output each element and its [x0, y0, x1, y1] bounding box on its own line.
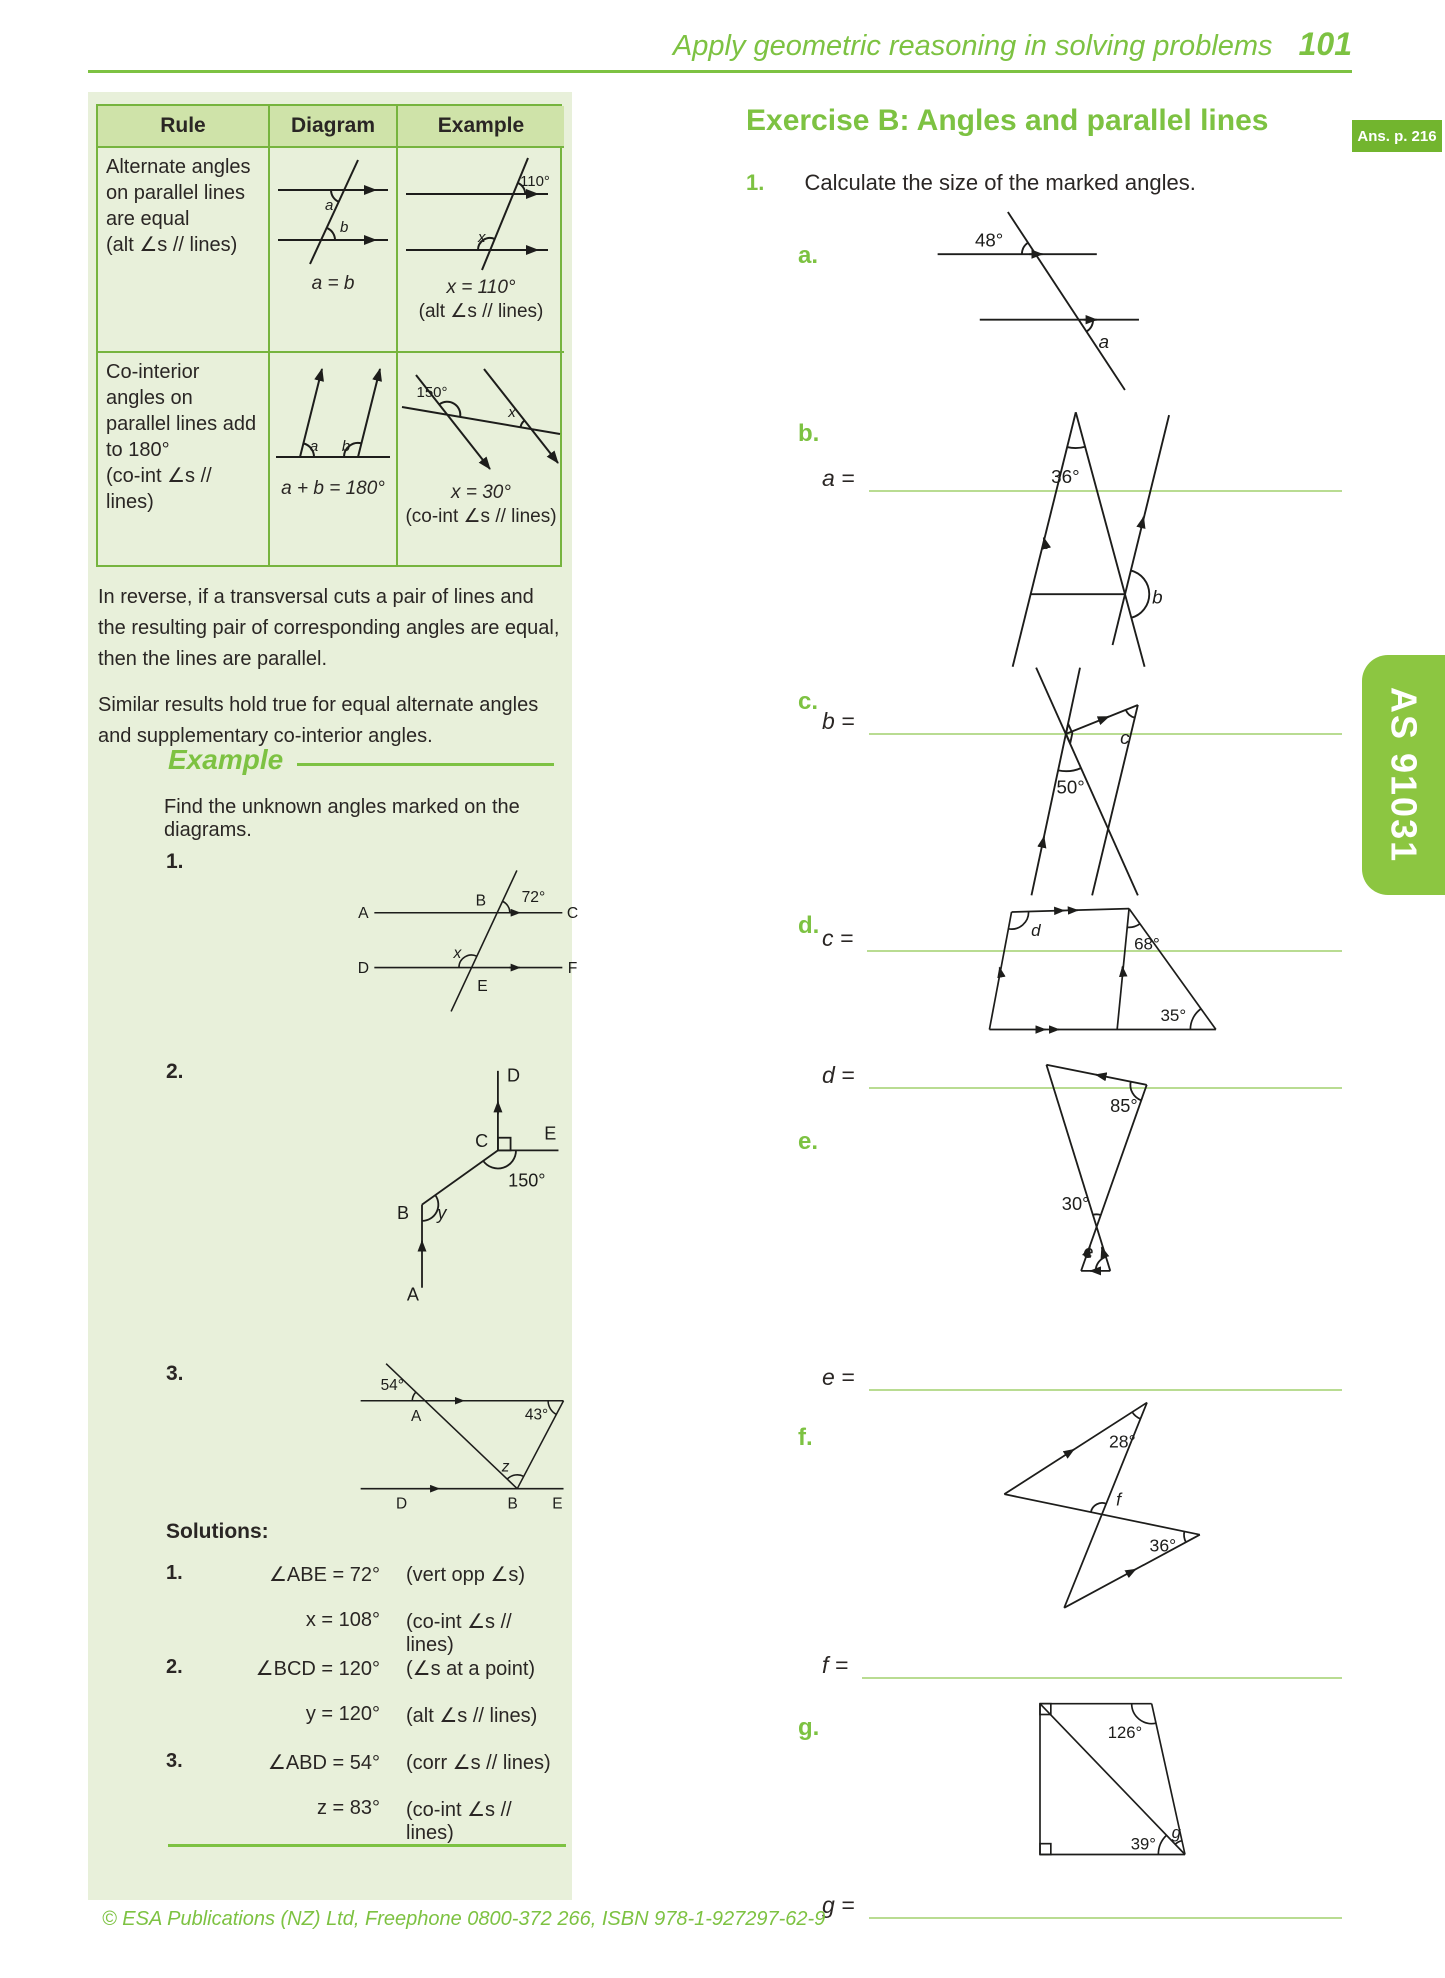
problem-letter-e: e. — [798, 1128, 819, 1155]
var-label: b — [1152, 586, 1163, 608]
fig1-number: 1. — [166, 850, 184, 873]
header-rule — [88, 70, 1352, 73]
answer-blank[interactable] — [869, 1883, 1342, 1919]
diagram-caption: a = b — [311, 273, 355, 294]
solution-equation: ∠BCD = 120° — [255, 1658, 380, 1680]
problem-a-diagram — [900, 198, 1200, 404]
intro-paragraph-2: Similar results hold true for equal alternate angles and supplementary co-interior angles. — [98, 694, 539, 747]
example-heading-rule — [297, 763, 554, 766]
solution-reason: (vert opp ∠s) — [406, 1564, 526, 1586]
solution-number: 3. — [166, 1750, 183, 1772]
answer-row-f — [822, 1645, 1342, 1679]
solution-row — [166, 1656, 562, 1681]
solution-number: 2. — [166, 1656, 183, 1678]
problem-letter-c: c. — [798, 688, 819, 715]
example-fig3-diagram — [318, 1356, 573, 1518]
running-head — [88, 26, 1352, 63]
coint-angles-example-diagram — [398, 357, 564, 479]
table-header-rule: Rule — [98, 106, 270, 148]
solution-reason: (corr ∠s // lines) — [406, 1752, 551, 1774]
answer-prefix: e = — [822, 1364, 855, 1390]
standard-tab-label: AS 91031 — [1383, 686, 1425, 864]
problem-b-diagram — [958, 398, 1203, 681]
solution-number — [166, 1609, 208, 1657]
given-angle-label: 36° — [1051, 465, 1080, 487]
example-caption: x = 110° — [446, 277, 516, 298]
given-angle1-label: 126° — [1107, 1722, 1143, 1742]
intro-paragraph-1: In reverse, if a transversal cuts a pair of lines and the resulting pair of corresponding angles are equal, then the lines are parallel. — [98, 586, 560, 670]
given-angle1-label: 68° — [1134, 934, 1160, 954]
given-angle1-label: 30° — [1061, 1192, 1090, 1214]
solution-reason: (alt ∠s // lines) — [406, 1705, 538, 1727]
var-label: d — [1031, 920, 1041, 940]
fig2-number: 2. — [166, 1060, 184, 1083]
problem-letter-b: b. — [798, 420, 820, 447]
var-label: e — [1083, 1241, 1094, 1263]
coint-angles-diagram — [270, 357, 396, 475]
problem-f-diagram — [960, 1392, 1260, 1621]
example-end-rule — [168, 1844, 566, 1847]
example-prompt: Find the unknown angles marked on the diagrams. — [164, 796, 520, 841]
diagram-cell-alternate — [270, 148, 398, 353]
footer: © ESA Publications (NZ) Ltd, Freephone 0800-372 266, ISBN 978-1-927297-62-9 — [102, 1908, 826, 1930]
point-E-label: E — [544, 1123, 557, 1144]
solution-row — [166, 1703, 562, 1728]
point-B-label: B — [507, 1495, 518, 1513]
point-B-label: B — [475, 892, 487, 910]
answer-prefix: g = — [822, 1892, 855, 1918]
given-angle-label: 110° — [520, 173, 550, 190]
given-angle-label: 150° — [416, 384, 448, 401]
answer-prefix: a = — [822, 465, 855, 491]
angle-b-label: b — [341, 438, 351, 455]
var-label: a — [1098, 330, 1110, 352]
point-D-label: D — [395, 1495, 408, 1513]
example-cell-alternate — [398, 148, 564, 353]
problem-e-diagram — [1008, 1052, 1218, 1280]
page-number: 101 — [1298, 26, 1352, 62]
var-label: c — [1120, 727, 1130, 749]
alt-angles-diagram — [270, 152, 396, 270]
solution-equation: z = 83° — [316, 1797, 380, 1819]
given-angle-label: 150° — [508, 1170, 546, 1191]
running-head-title: Apply geometric reasoning in solving problems — [672, 30, 1273, 62]
answer-prefix: b = — [822, 708, 855, 734]
problem-d-diagram — [950, 895, 1240, 1044]
table-header-example: Example — [398, 106, 564, 148]
rules-table — [96, 104, 562, 567]
line-work — [1013, 412, 1169, 666]
solution-number — [166, 1703, 208, 1728]
given-angle1-label: 28° — [1109, 1431, 1136, 1452]
point-E-label: E — [477, 978, 488, 996]
given-angle2-label: 43° — [524, 1406, 549, 1424]
angle-a-label: a — [309, 438, 319, 455]
answer-prefix: d = — [822, 1062, 855, 1088]
question-1 — [746, 170, 1196, 196]
solutions-heading: Solutions: — [166, 1520, 269, 1543]
question-number: 1. — [746, 170, 765, 195]
solution-row — [166, 1797, 562, 1845]
given-angle2-label: 85° — [1110, 1095, 1138, 1117]
example-caption: x = 30° — [451, 482, 511, 503]
point-E-label: E — [552, 1495, 563, 1513]
solution-reason: (∠s at a point) — [406, 1658, 536, 1680]
point-D-label: D — [357, 960, 370, 978]
point-A-label: A — [358, 905, 369, 923]
given-angle-label: 72° — [521, 888, 546, 906]
rule-text: Co-interior angles on parallel lines add to 180° — [106, 361, 257, 461]
given-angle-label: 48° — [974, 229, 1004, 251]
line-work — [1004, 1403, 1200, 1608]
fig3-number: 3. — [166, 1362, 184, 1385]
angle-b-label: b — [340, 219, 349, 236]
example-heading-row — [168, 744, 554, 776]
solution-reason: (co-int ∠s // lines) — [406, 1611, 512, 1656]
point-A-label: A — [411, 1407, 422, 1425]
point-B-label: B — [396, 1203, 410, 1224]
solution-reason: (co-int ∠s // lines) — [406, 1799, 512, 1844]
var-label: f — [1116, 1489, 1122, 1510]
answer-row-e — [822, 1357, 1342, 1391]
example-note: (co-int ∠s // lines) — [405, 505, 557, 527]
given-angle1-label: 54° — [380, 1376, 404, 1394]
answer-row-g — [822, 1885, 1342, 1919]
theory-panel — [88, 92, 579, 1900]
problem-letter-g: g. — [798, 1714, 820, 1741]
example-fig2-diagram — [328, 1060, 563, 1304]
example-heading: Example — [168, 744, 284, 775]
table-header-diagram: Diagram — [270, 106, 398, 148]
diagram-caption: a + b = 180° — [281, 478, 385, 499]
x-label: x — [478, 229, 486, 246]
problem-letter-d: d. — [798, 912, 820, 939]
alt-angles-example-diagram — [398, 152, 564, 274]
answer-prefix: f = — [822, 1652, 849, 1678]
diagram-cell-cointerior — [270, 353, 398, 565]
example-cell-cointerior — [398, 353, 564, 565]
answer-blank[interactable] — [862, 1643, 1342, 1679]
line-work — [938, 212, 1139, 390]
point-A-label: A — [406, 1284, 419, 1305]
given-angle2-label: 39° — [1130, 1834, 1156, 1854]
point-D-label: D — [506, 1065, 520, 1086]
solution-equation: y = 120° — [305, 1703, 380, 1725]
example-note: (alt ∠s // lines) — [418, 300, 544, 322]
var-label: g — [1171, 1822, 1181, 1842]
z-label: z — [501, 1458, 510, 1476]
question-text: Calculate the size of the marked angles. — [804, 170, 1196, 195]
exercise-title: Exercise B: Angles and parallel lines — [746, 104, 1269, 137]
given-angle2-label: 35° — [1160, 1006, 1187, 1026]
problem-letter-f: f. — [798, 1424, 813, 1451]
rule-text: Alternate angles on parallel lines are equal — [106, 156, 251, 230]
solution-row — [166, 1750, 562, 1775]
solution-equation: x = 108° — [305, 1609, 380, 1631]
answer-prefix: c = — [822, 925, 854, 951]
angle-a-label: a — [325, 197, 334, 214]
answers-page-badge: Ans. p. 216 — [1352, 120, 1442, 152]
rule-note: (co-int ∠s // lines) — [106, 465, 212, 513]
example-fig1-diagram — [343, 864, 578, 1021]
solution-row — [166, 1562, 562, 1587]
point-C-label: C — [566, 905, 579, 923]
rule-cell-alternate — [98, 148, 270, 353]
solution-equation: ∠ABD = 54° — [267, 1752, 380, 1774]
problem-letter-a: a. — [798, 242, 819, 269]
y-label: y — [437, 1203, 447, 1224]
solution-number — [166, 1797, 208, 1845]
line-work — [276, 369, 390, 457]
rule-cell-cointerior — [98, 353, 270, 565]
point-C-label: C — [475, 1130, 489, 1151]
given-angle-label: 50° — [1056, 776, 1085, 798]
problem-g-diagram — [980, 1692, 1230, 1867]
given-angle2-label: 36° — [1149, 1535, 1177, 1556]
standard-tab — [1362, 655, 1445, 895]
solution-number: 1. — [166, 1562, 183, 1584]
problem-c-diagram — [940, 660, 1220, 903]
x-label: x — [453, 945, 462, 963]
answer-blank[interactable] — [869, 1355, 1342, 1391]
rule-note: (alt ∠s // lines) — [106, 234, 238, 256]
point-F-label: F — [567, 960, 578, 978]
solution-row — [166, 1609, 562, 1657]
x-label: x — [508, 404, 516, 421]
solution-equation: ∠ABE = 72° — [269, 1564, 380, 1586]
